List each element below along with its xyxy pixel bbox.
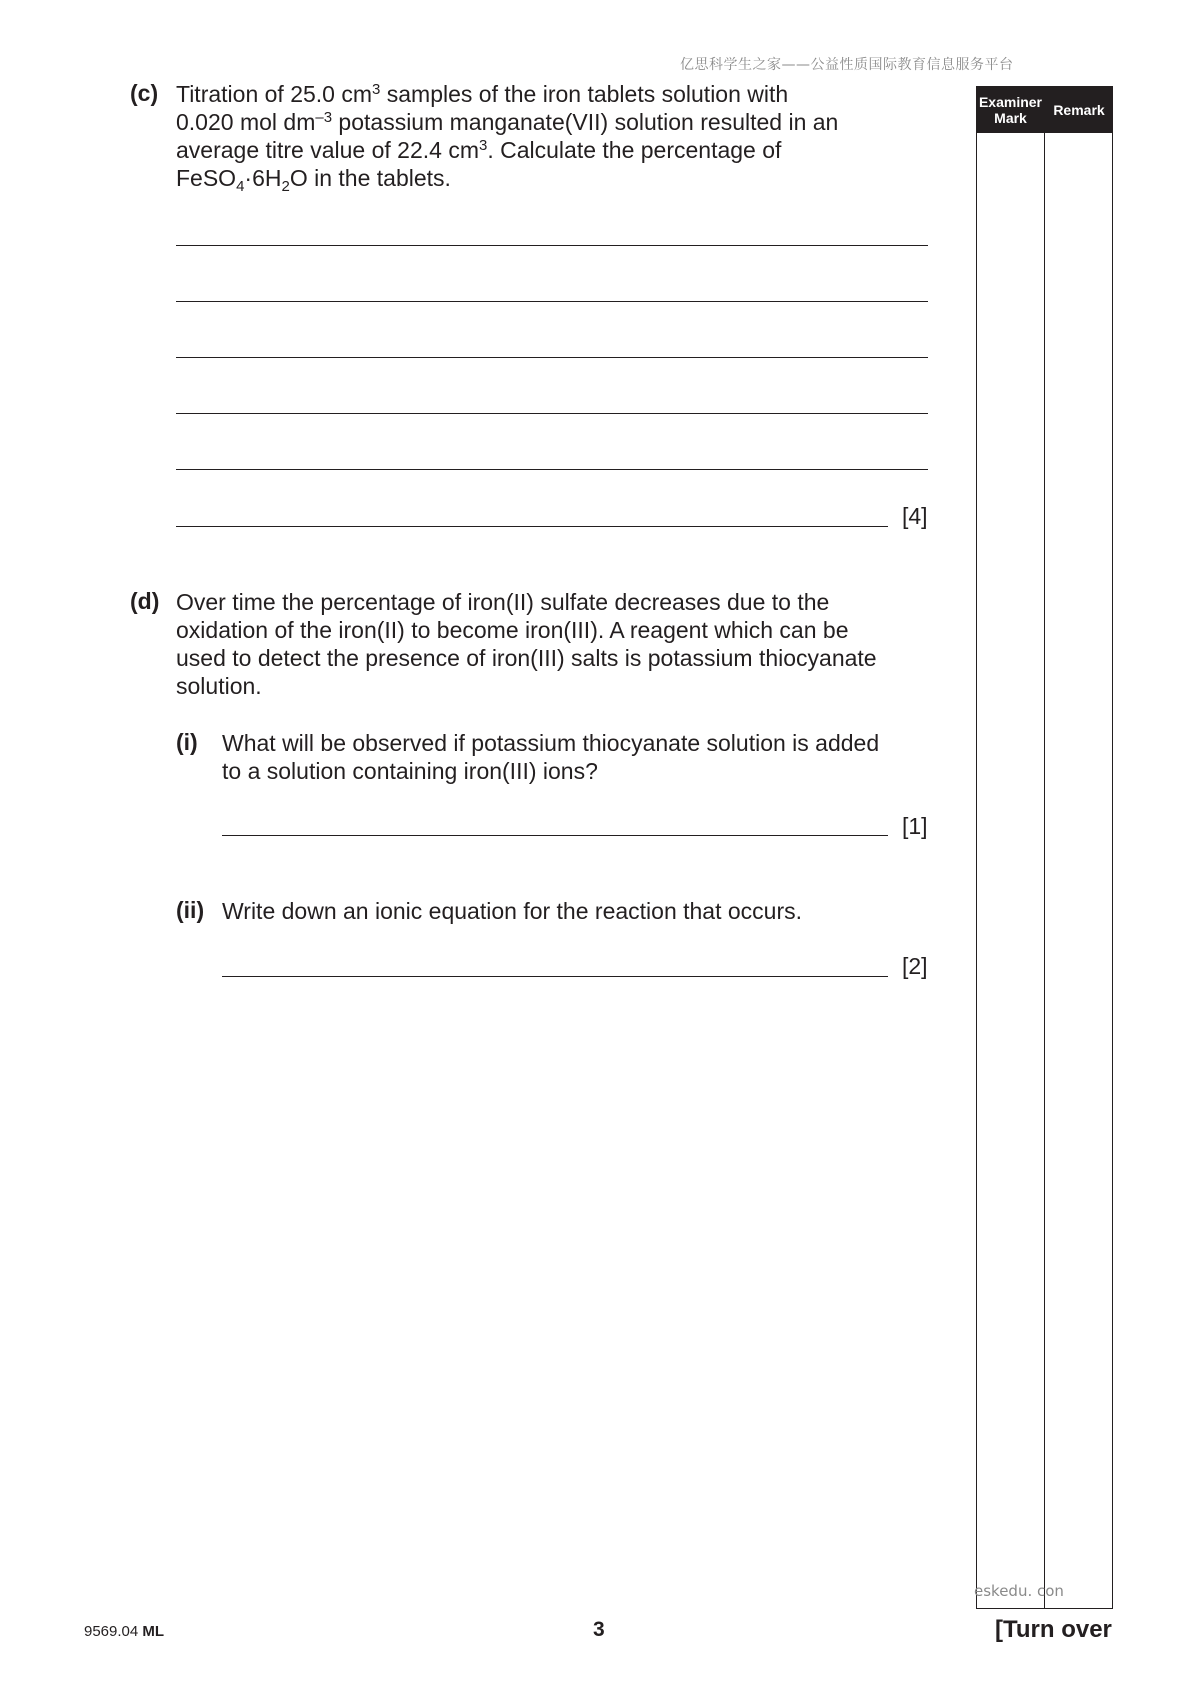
header-watermark: 亿思科学生之家——公益性质国际教育信息服务平台 — [680, 57, 1014, 73]
part-i-label: (i) — [176, 729, 198, 755]
part-ii-label: (ii) — [176, 897, 205, 923]
question-d-line-4: solution. — [176, 673, 262, 699]
answer-line-d-i[interactable] — [222, 835, 888, 836]
remark-heading: Remark — [1053, 102, 1105, 118]
part-i-line-2: to a solution containing iron(III) ions? — [222, 758, 598, 784]
part-ii-marks: [2] — [902, 953, 928, 979]
part-i-line-1: What will be observed if potassium thiocyanate solution is added — [222, 730, 880, 756]
answer-line-c-2[interactable] — [176, 301, 928, 302]
question-c-marks: [4] — [902, 503, 928, 529]
page-number: 3 — [593, 1618, 605, 1641]
site-watermark: eskedu. con — [974, 1582, 1064, 1600]
part-i-text — [222, 729, 936, 785]
question-d-line-3: used to detect the presence of iron(III) salts is potassium thiocyanate — [176, 645, 877, 671]
answer-line-c-5[interactable] — [176, 469, 928, 470]
question-d-line-1: Over time the percentage of iron(II) sulfate decreases due to the — [176, 589, 830, 615]
part-i-marks: [1] — [902, 813, 928, 839]
question-d-line-2: oxidation of the iron(II) to become iron(III). A reagent which can be — [176, 617, 849, 643]
answer-line-c-6[interactable] — [176, 526, 888, 527]
question-c-text — [176, 80, 936, 195]
question-c-line-4: $FeSO_4\cdot 6H_2O$ in the tablets. — [176, 165, 451, 195]
question-c-line-3: average titre value of 22.4 $cm^3$. Calculate the percentage of — [176, 137, 782, 163]
question-c-line-2: 0.020 mol $dm^{-3}$ potassium manganate(VII) solution resulted in an — [176, 109, 839, 135]
answer-line-d-ii[interactable] — [222, 976, 888, 977]
examiner-column-divider — [1044, 87, 1045, 1608]
answer-line-c-3[interactable] — [176, 357, 928, 358]
turn-over-label: [Turn over — [995, 1616, 1112, 1643]
examiner-column — [976, 86, 1113, 1609]
question-c-label: (c) — [130, 80, 159, 106]
paper-code: 9569.04 ML — [84, 1623, 165, 1640]
question-d-label: (d) — [130, 588, 160, 614]
question-c-line-1: Titration of 25.0 $cm^3$ samples of the iron tablets solution with — [176, 81, 789, 107]
question-d-text — [176, 588, 936, 700]
examiner-mark-heading: Examiner Mark — [978, 94, 1043, 126]
answer-line-c-1[interactable] — [176, 245, 928, 246]
answer-line-c-4[interactable] — [176, 413, 928, 414]
part-ii-text: Write down an ionic equation for the reaction that occurs. — [222, 898, 803, 924]
